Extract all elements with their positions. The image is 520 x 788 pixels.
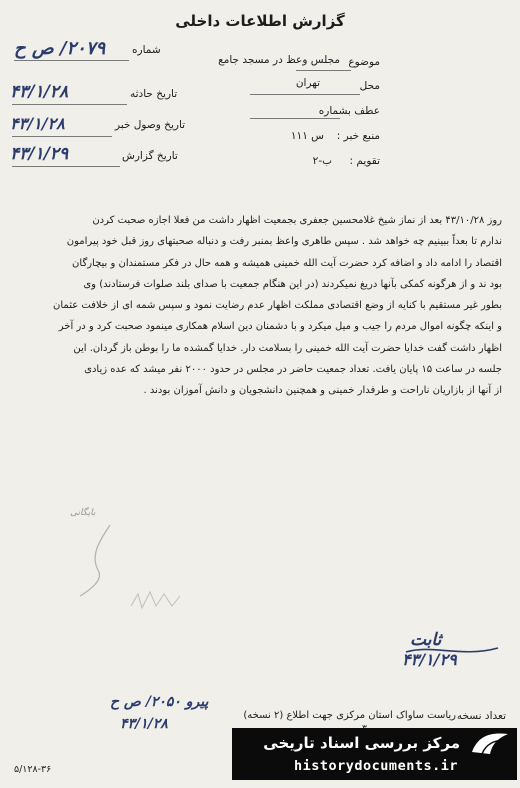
body-line: اظهار داشت گفت خدایا حضرت آیت الله خمینی را بسلامت دار. خدایا گمشده ما را بوطن باز گردان. این [73, 342, 502, 354]
subject-label: موضوع [348, 56, 380, 68]
signature: ثابت [410, 630, 442, 650]
handwritten-date: ۴۳/۱/۲۸ [120, 716, 168, 732]
event-date-value: ۴۳/۱/۲۸ [10, 82, 69, 102]
body-line: بطور غیر مستقیم با کنایه از وضع اقتصادی مملکت اظهار عدم رضایت نمود و سپس شمه ای از خلافت عثمان [53, 300, 502, 312]
body-line: و اینکه چگونه اموال مردم را جیب و میل میکرد و با دشمنان دین اسلام همکاری مینمود صحبت کرد و در آخر [58, 321, 502, 333]
archive-logo-icon [468, 730, 512, 756]
body-line: از آنها از بازاریان ناراحت و طرفدار خمینی و همچنین دانشجویان و دانش آموزان بودند . [143, 385, 502, 397]
body-line: بود ند و از هرگونه کمکی بآنها دریغ نمیکردند (در این هنگام جمعیت با صدای بلند صلوات فرستادند) وی [83, 278, 502, 290]
ref-label: عطف بشماره [318, 105, 380, 117]
body-line: جلسه در ساعت ۱۵ پایان یافت. تعداد جمعیت حاضر در مجلس در حدود ۲۰۰۰ نفر میشد که عده زیادی [84, 364, 502, 376]
receipt-date-label: تاریخ وصول خبر [115, 119, 186, 131]
body-line: اقتصاد را ادامه داد و اضافه کرد حضرت آیت الله خمینی همیشه و همه حال در فکر مستمندان و بیچارگان [72, 257, 502, 269]
location-value: تهران [295, 77, 320, 89]
subject-rule [296, 70, 351, 71]
document-title: گزارش اطلاعات داخلی [175, 12, 345, 30]
event-date-rule [12, 104, 127, 105]
number-value: ۲۰۷۹/ ص ح [14, 38, 106, 59]
form-code: ۵/۱۲۸-۳۶ [14, 764, 52, 775]
report-body [18, 210, 502, 402]
report-date-rule [12, 166, 120, 167]
number-label: شماره [132, 44, 161, 56]
evaluation-value: ب-۲ [312, 155, 332, 167]
handwritten-ref: پیرو ۲۰۵۰/ ص ح [110, 694, 209, 710]
source-value: س ۱۱۱ [290, 130, 324, 142]
body-line: ندارم تا بعداً ببینیم چه خواهد شد . سپس طاهری واعظ بمنبر رفت و دنباله صحبتهای روز قبل خود پیرامون [66, 236, 502, 248]
body-line: روز ۴۳/۱۰/۲۸ بعد از نماز شیخ غلامحسین جعفری بجمعیت اظهار داشت من فعلا اجازه صحبت کردن [92, 215, 502, 226]
faint-stamp-mark [60, 520, 120, 600]
receipt-date-value: ۴۳/۱/۲۸ [10, 114, 65, 133]
watermark-site: historydocuments.ir [294, 758, 458, 774]
subject-value: مجلس وعظ در مسجد جامع [218, 54, 340, 66]
location-rule [250, 94, 360, 95]
report-date-value: ۴۳/۱/۲۹ [10, 144, 69, 164]
location-label: محل [359, 80, 380, 92]
copies-label: تعداد نسخه [456, 710, 506, 722]
copies-text: ریاست ساواک استان مرکزی جهت اطلاع (۲ نسخه) [243, 710, 456, 721]
watermark-org-name: مرکز بررسی اسناد تاریخی [263, 734, 460, 752]
faint-scribble [128, 586, 188, 614]
event-date-label: تاریخ حادثه [130, 88, 178, 100]
number-rule [14, 60, 129, 61]
receipt-date-rule [12, 136, 112, 137]
signature-date: ۴۳/۱/۲۹ [402, 650, 457, 669]
ref-rule [250, 118, 340, 119]
margin-note: بایگانی [70, 508, 96, 518]
evaluation-label: تقویم : [349, 155, 380, 167]
report-date-label: تاریخ گزارش [122, 150, 178, 162]
source-label: منبع خبر : [336, 130, 380, 142]
